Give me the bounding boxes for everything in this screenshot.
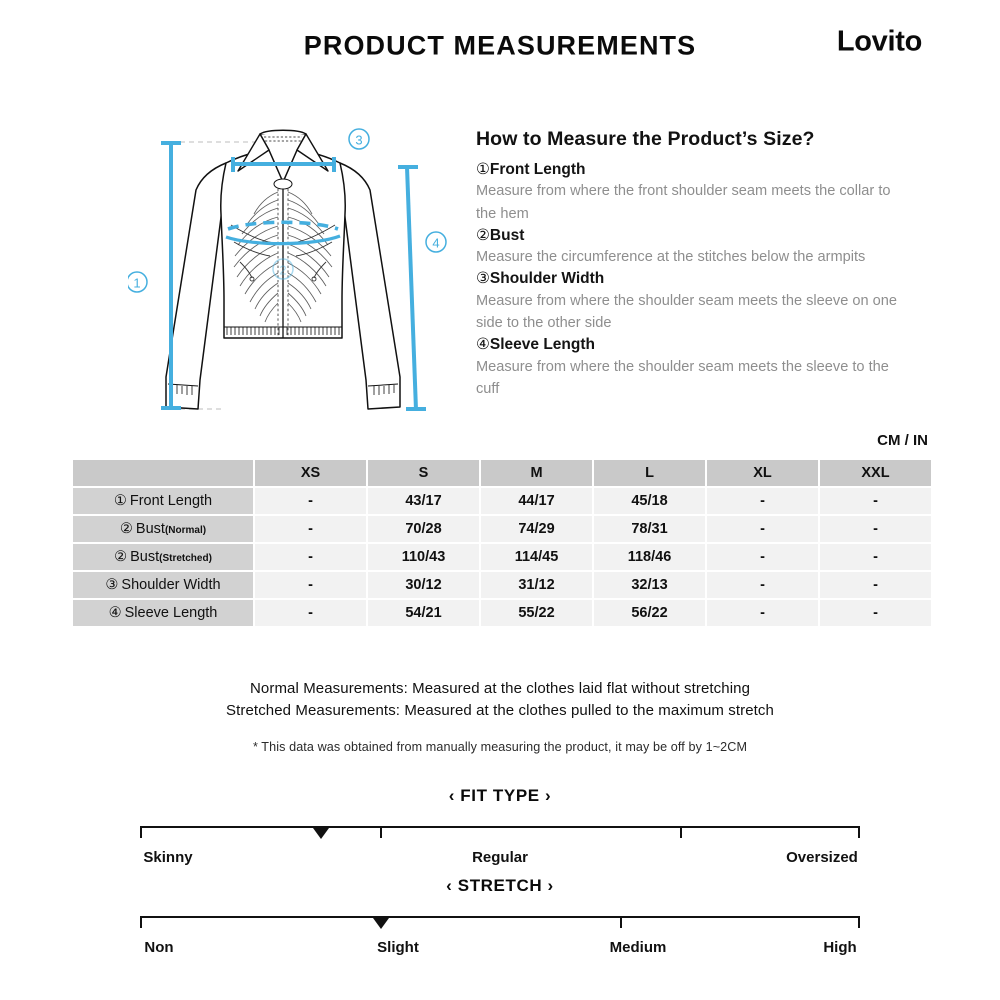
row-label-text: Bust (135, 521, 165, 537)
units-note: CM / IN (877, 432, 928, 449)
how-to-measure-panel (476, 128, 916, 401)
stretch-label-non: Non (144, 939, 174, 956)
column-header-xs: XS (255, 460, 366, 486)
cell-front-length-m: 44/17 (481, 488, 592, 514)
row-label-qualifier: (Normal) (164, 525, 207, 536)
cell-bust-stretched-s: 110/43 (368, 544, 479, 570)
fit-type-tick-1 (380, 826, 382, 838)
cell-shoulder-width-xs: - (255, 572, 366, 598)
fit-type-tick-2 (680, 826, 682, 838)
cell-sleeve-length-xs: - (255, 600, 366, 626)
stretch-label-medium: Medium (609, 939, 667, 956)
measure-desc-sleeve-length: Measure from where the shoulder seam meets the sleeve to the cuff (476, 358, 889, 397)
cell-bust-normal-l: 78/31 (594, 516, 705, 542)
measure-desc-bust: Measure the circumference at the stitches below the armpits (476, 249, 866, 266)
fit-type-label-skinny: Skinny (143, 849, 193, 866)
stretch-label-slight: Slight (377, 939, 419, 956)
fit-type-label-oversized: Oversized (786, 849, 858, 866)
cell-shoulder-width-xl: - (707, 572, 818, 598)
table-header-row (73, 460, 931, 486)
cell-bust-stretched-xs: - (255, 544, 366, 570)
circled-number-4: ④ (108, 605, 122, 621)
measure-term-label: Shoulder Width (489, 270, 605, 288)
cell-bust-stretched-xl: - (707, 544, 818, 570)
cell-sleeve-length-m: 55/22 (481, 600, 592, 626)
fit-type-axis-line (140, 826, 860, 828)
callout-1-icon (128, 272, 147, 292)
cell-bust-normal-s: 70/28 (368, 516, 479, 542)
row-label-text: Bust (130, 549, 160, 565)
measure-term-sleeve-length (476, 335, 916, 355)
page-title: PRODUCT MEASUREMENTS (303, 30, 697, 61)
row-label-shoulder-width (73, 572, 253, 598)
table-corner-cell (73, 460, 253, 486)
fit-type-scale (0, 786, 1000, 869)
column-header-xxl: XXL (820, 460, 931, 486)
fit-type-tick-0 (140, 826, 142, 838)
cell-shoulder-width-m: 31/12 (481, 572, 592, 598)
how-to-measure-title: How to Measure the Product’s Size? (476, 128, 815, 150)
table-row (73, 600, 931, 626)
cell-front-length-xl: - (707, 488, 818, 514)
column-header-m: M (481, 460, 592, 486)
fit-type-title: ‹ FIT TYPE › (448, 786, 552, 805)
fit-type-axis (140, 813, 860, 843)
table-row (73, 516, 931, 542)
stretch-title: ‹ STRETCH › (446, 876, 554, 895)
cell-bust-stretched-m: 114/45 (481, 544, 592, 570)
svg-text:3: 3 (355, 132, 363, 148)
measure-desc-shoulder-width: Measure from where the shoulder seam meets the sleeve on one side to the other side (476, 292, 898, 332)
measure-term-front-length (476, 160, 916, 180)
cell-front-length-xxl: - (820, 488, 931, 514)
circled-number-1: ① (113, 493, 127, 509)
row-label-bust-normal (73, 516, 253, 542)
row-label-text: Front Length (129, 493, 213, 509)
cell-sleeve-length-xl: - (707, 600, 818, 626)
stretch-tick-1 (620, 916, 622, 928)
stretch-tick-2 (858, 916, 860, 928)
callout-3-icon (349, 129, 369, 149)
fit-type-label-regular: Regular (472, 849, 528, 866)
cell-bust-normal-xl: - (707, 516, 818, 542)
cell-bust-normal-m: 74/29 (481, 516, 592, 542)
note-stretched-measurements: Stretched Measurements: Measured at the clothes pulled to the maximum stretch (226, 702, 774, 720)
measurement-disclaimer: * This data was obtained from manually measuring the product, it may be off by 1~2CM (252, 740, 748, 754)
cell-front-length-l: 45/18 (594, 488, 705, 514)
table-row (73, 572, 931, 598)
row-label-text: Sleeve Length (124, 605, 218, 621)
cell-bust-stretched-xxl: - (820, 544, 931, 570)
row-label-bust-stretched (73, 544, 253, 570)
cell-bust-stretched-l: 118/46 (594, 544, 705, 570)
circled-number-2: ② (476, 226, 490, 244)
measure-term-label: Sleeve Length (489, 336, 595, 354)
measure-term-label: Front Length (489, 161, 586, 178)
measure-term-label: Bust (489, 226, 525, 244)
fit-type-labels (140, 849, 860, 869)
measure-term-shoulder-width (476, 269, 916, 289)
cell-front-length-s: 43/17 (368, 488, 479, 514)
stretch-axis-line (140, 916, 860, 918)
column-header-xl: XL (707, 460, 818, 486)
callout-4-icon (426, 232, 446, 252)
cell-shoulder-width-xxl: - (820, 572, 931, 598)
page-header (0, 0, 1000, 100)
brand-logo: Lovito (836, 25, 922, 58)
stretch-scale (0, 876, 1000, 959)
cell-shoulder-width-l: 32/13 (594, 572, 705, 598)
column-header-l: L (594, 460, 705, 486)
fit-type-tick-3 (858, 826, 860, 838)
size-measurement-table (71, 458, 933, 628)
circled-number-2: ② (114, 549, 128, 565)
cell-shoulder-width-s: 30/12 (368, 572, 479, 598)
garment-technical-drawing (128, 122, 458, 427)
svg-text:1: 1 (133, 275, 141, 291)
fit-type-selected-marker (313, 828, 329, 839)
stretch-selected-marker (373, 918, 389, 929)
row-label-text: Shoulder Width (121, 577, 221, 593)
circled-number-3: ③ (105, 577, 119, 593)
row-label-sleeve-length (73, 600, 253, 626)
row-label-front-length (73, 488, 253, 514)
sleeve-length-measure-line (398, 167, 426, 410)
table-row (73, 544, 931, 570)
cell-sleeve-length-l: 56/22 (594, 600, 705, 626)
svg-text:4: 4 (432, 235, 440, 251)
circled-number-3: ③ (476, 270, 490, 288)
stretch-tick-0 (140, 916, 142, 928)
stretch-axis (140, 903, 860, 933)
row-label-qualifier: (Stretched) (159, 553, 212, 564)
measure-term-bust (476, 226, 916, 246)
column-header-s: S (368, 460, 479, 486)
svg-text:2: 2 (279, 262, 287, 278)
cell-bust-normal-xxl: - (820, 516, 931, 542)
measurement-notes (0, 678, 1000, 722)
cell-bust-normal-xs: - (255, 516, 366, 542)
circled-number-4: ④ (476, 336, 490, 354)
table-row (73, 488, 931, 514)
cell-sleeve-length-xxl: - (820, 600, 931, 626)
circled-number-1: ① (476, 161, 490, 178)
cell-sleeve-length-s: 54/21 (368, 600, 479, 626)
cell-front-length-xs: - (255, 488, 366, 514)
note-normal-measurements: Normal Measurements: Measured at the clothes laid flat without stretching (249, 680, 751, 697)
measure-desc-front-length: Measure from where the front shoulder seam meets the collar to the hem (476, 183, 891, 222)
stretch-label-high: High (823, 939, 857, 956)
circled-number-2: ② (119, 521, 133, 537)
stretch-labels (140, 939, 860, 959)
